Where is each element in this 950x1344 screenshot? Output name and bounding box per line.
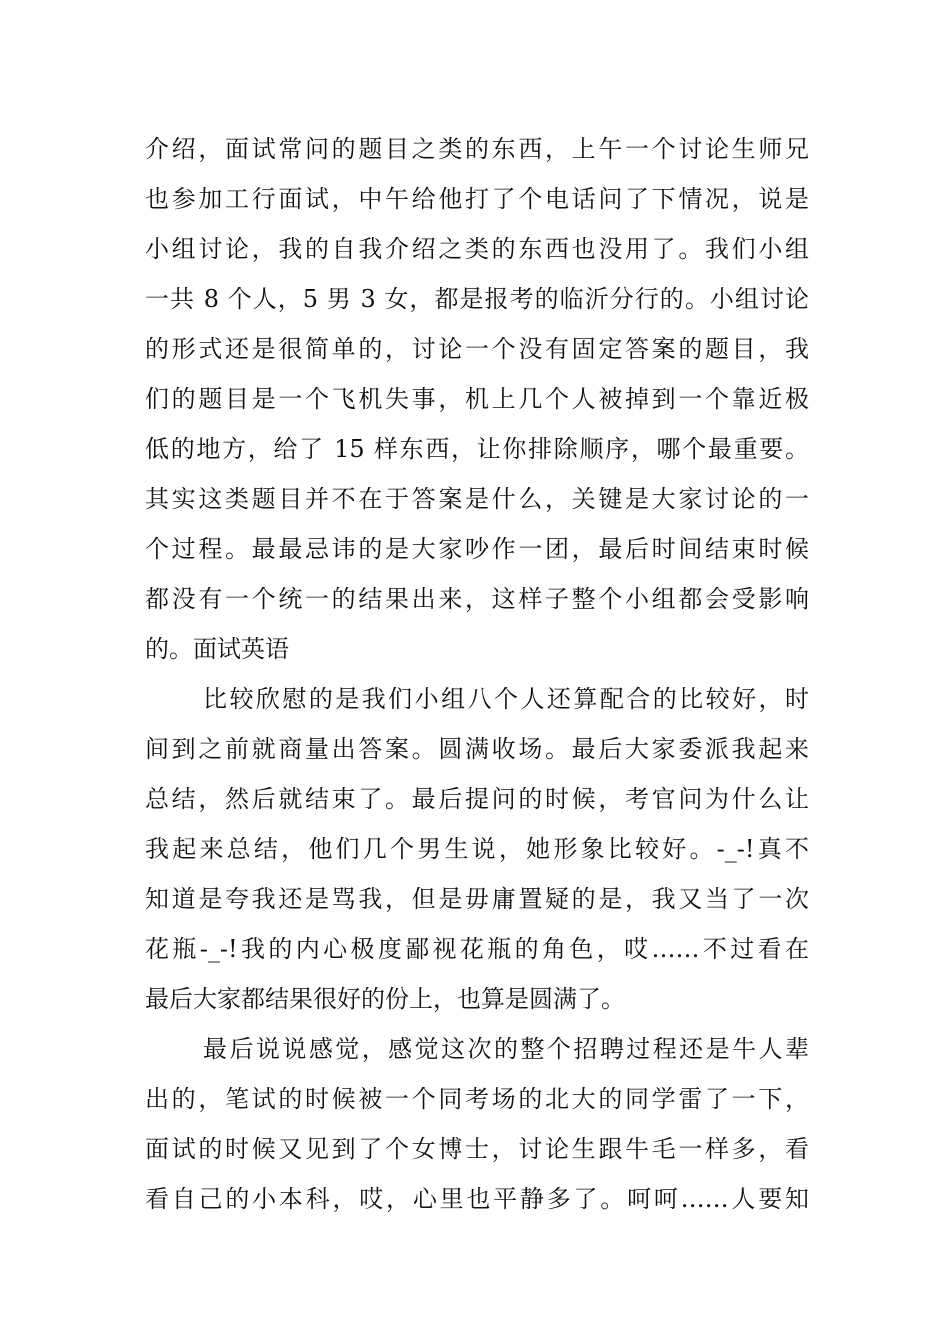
- text-line: 出的，笔试的时候被一个同考场的北大的同学雷了一下，: [145, 1085, 809, 1113]
- text-line: 看自己的小本科，哎，心里也平静多了。呵呵……人要知: [145, 1185, 809, 1213]
- text-line: 面试的时候又见到了个女博士，讨论生跟牛毛一样多，看: [145, 1135, 809, 1163]
- text-line: 也参加工行面试，中午给他打了个电话问了下情况，说是: [145, 185, 809, 213]
- text-line: 知道是夸我还是骂我，但是毋庸置疑的是，我又当了一次: [145, 885, 809, 913]
- text-line: 最后大家都结果很好的份上，也算是圆满了。: [145, 985, 625, 1013]
- text-line: 小组讨论，我的自我介绍之类的东西也没用了。我们小组: [145, 235, 809, 263]
- paragraph-3: [145, 1024, 809, 1224]
- text-line: 我起来总结，他们几个男生说，她形象比较好。-_-!真不: [145, 835, 809, 863]
- text-line: 的形式还是很简单的，讨论一个没有固定答案的题目，我: [145, 335, 809, 363]
- text-line: 个过程。最最忌讳的是大家吵作一团，最后时间结束时候: [145, 535, 809, 563]
- text-line: 最后说说感觉，感觉这次的整个招聘过程还是牛人辈: [203, 1035, 809, 1063]
- text-line: 比较欣慰的是我们小组八个人还算配合的比较好，时: [203, 685, 809, 713]
- document-page: [145, 124, 809, 1224]
- paragraph-2: [145, 674, 809, 1024]
- text-line: 一共 8 个人，5 男 3 女，都是报考的临沂分行的。小组讨论: [145, 285, 809, 313]
- text-line: 低的地方，给了 15 样东西，让你排除顺序，哪个最重要。: [145, 435, 809, 463]
- text-line: 间到之前就商量出答案。圆满收场。最后大家委派我起来: [145, 735, 809, 763]
- paragraph-1: [145, 124, 809, 674]
- text-line: 其实这类题目并不在于答案是什么，关键是大家讨论的一: [145, 485, 809, 513]
- text-line: 们的题目是一个飞机失事，机上几个人被掉到一个靠近极: [145, 385, 809, 413]
- text-line: 花瓶-_-!我的内心极度鄙视花瓶的角色，哎……不过看在: [145, 935, 809, 963]
- text-line: 都没有一个统一的结果出来，这样子整个小组都会受影响: [145, 585, 809, 613]
- text-line: 介绍，面试常问的题目之类的东西，上午一个讨论生师兄: [145, 135, 809, 163]
- text-line: 的。面试英语: [145, 635, 289, 663]
- text-line: 总结，然后就结束了。最后提问的时候，考官问为什么让: [145, 785, 809, 813]
